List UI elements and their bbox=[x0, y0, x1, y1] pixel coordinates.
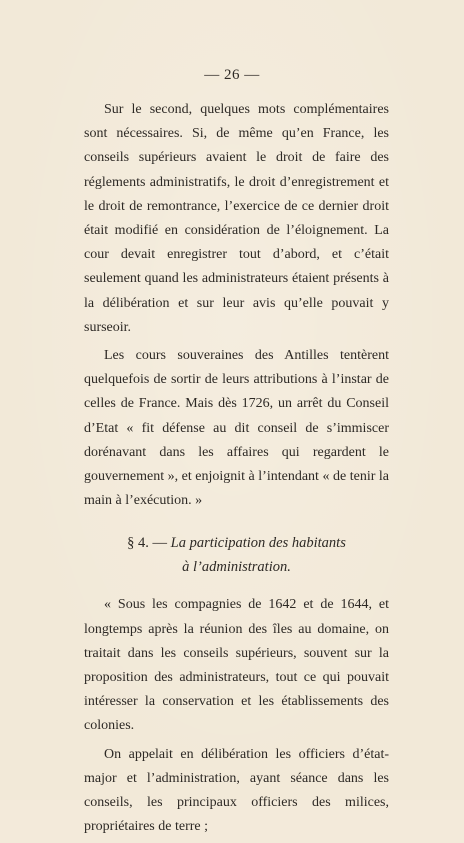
page-body bbox=[84, 98, 389, 843]
paragraph-4: On appelait en délibération les officiers d’état-major et l’administration, ayant séance dans les conseils, les principaux officiers des milices, propriétaires de terre ; bbox=[84, 746, 389, 835]
paragraph-3: « Sous les compagnies de 1642 et de 1644, et longtemps après la réunion des îles au domaine, on traitait dans les conseils supérieurs, souvent sur la proposition des administrateurs, tout ce qui pouvait intéresser la conservation et les établissements des colonies. bbox=[84, 597, 389, 734]
section-heading bbox=[84, 531, 389, 579]
section-title-line-1: La participation des habitants bbox=[170, 535, 346, 552]
section-title-line-2: à l’administration. bbox=[182, 559, 291, 576]
paragraph-2: Les cours souveraines des Antilles tentèrent quelquefois de sortir de leurs attributions à l’instar de celles de France. Mais dès 1726, un arrêt du Conseil d’Etat « fit défense au dit conseil de s’immiscer dorénavant dans les affaires qui regardent le gouvernement », et enjoignit à l’intendant « de tenir la main à l’exécution. » bbox=[84, 348, 389, 509]
page-number: — 26 — bbox=[204, 67, 260, 83]
section-number: § 4. — bbox=[127, 535, 168, 552]
paragraph-1: Sur le second, quelques mots complémentaires sont nécessaires. Si, de même qu’en France, les conseils supérieurs avaient le droit de faire des réglements administratifs, le droit d’enregistrement et le droit de remontrance, l’exercice de ce dernier droit était modifié en considération de l’éloignement. La cour devait enregistrer tout d’abord, et c’était seulement quand les administrateurs étaient présents à la délibération et sur leur avis qu’elle pouvait y surseoir. bbox=[84, 102, 389, 335]
